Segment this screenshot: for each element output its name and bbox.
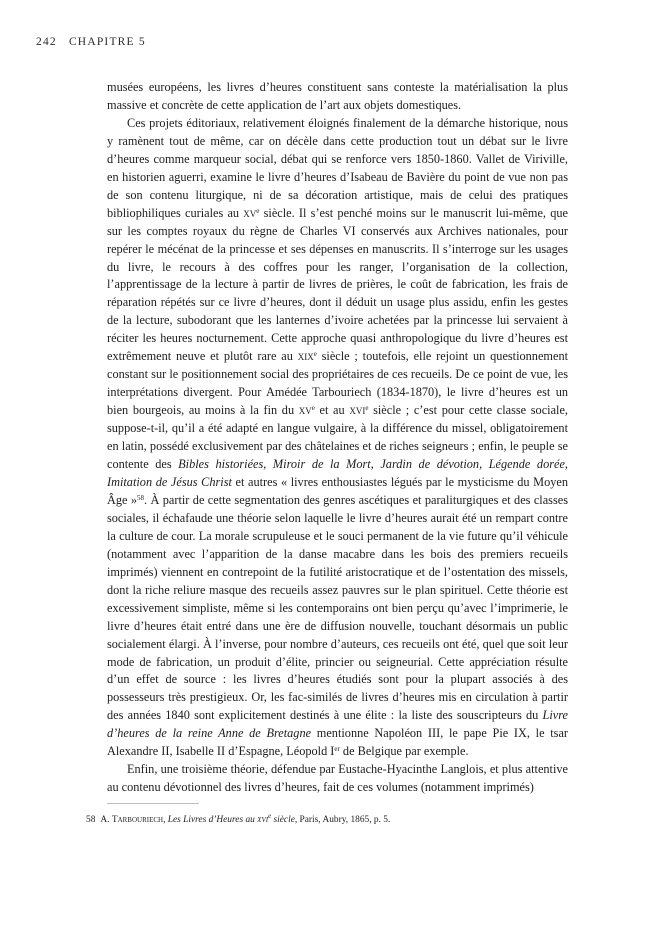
text-run: 58: [137, 493, 145, 502]
paragraph: [107, 761, 568, 797]
text-run: Tarbouriech: [111, 815, 164, 825]
text-run: Les Livres d’Heures au: [167, 815, 258, 825]
text-run: A.: [100, 815, 112, 825]
text-run: siècle ; c’est pour cette classe sociale, suppose-t-il, qu’il a été adapté en langue vulgaire, à la différence du missel, obligatoirement en latin, possédé exclusivement par des châtelaines et de riches seigneurs ; enfin, le peuple se contente des: [107, 403, 568, 472]
footnote-number: 58: [86, 815, 96, 825]
text-run: , Paris, Aubry, 1865, p. 5.: [294, 815, 391, 825]
text-run: siècle ; toutefois, elle rejoint un questionnement constant sur le positionnement social des propriétaires de ces recueils. De ce point de vue, les interprétations divergent. Pour Amédée Tarbouriech (1834-1870), le livre d’heures est un bien bourgeois, au moins à la fin du: [107, 349, 569, 418]
text-run: Enfin, une troisième théorie, défendue par Eustache-Hyacinthe Langlois, et plus attentive au contenu dévotionnel des livres d’heures, fait de ces volumes (notamment imprimés): [107, 762, 568, 795]
text-run: et autres « livres enthousiastes légués par le mysticisme du Moyen Âge »: [107, 474, 568, 507]
text-run: xvi: [349, 403, 366, 418]
text-run: e: [256, 206, 260, 215]
chapter-title: CHAPITRE 5: [68, 36, 146, 48]
text-run: er: [334, 745, 340, 754]
text-run: xvi: [257, 815, 269, 825]
text-run: . À partir de cette segmentation des genres ascétiques et paraliturgiques et des classes sociales, il échafaude une théorie selon laquelle le livre d’heures aurait été un rempart contre la culture de cour. La morale scrupuleuse et le souci permanent de la vie future qu’il véhicule (notamment avec l’apparition de la danse macabre dans les bois des premiers recueils imprimés) viennent en contrepoint de la futilité aristocratique et de l’ostentation des missels, dont la riche reliure masque des recueils assez pauvres sur le plan spirituel. Cette théorie est excessivement simpliste, même si les contemporains ont bien perçu qu’avec l’imprimerie, le livre d’heures était entré dans une ère de diffusion nouvelle, touchant désormais un public socialement élargi. À l’inverse, pour nombre d’auteurs, ces recueils ont été, quel que soit leur mode de fabrication, un produit d’élite, princier ou seigneurial. Cette appréciation résulte d’un effet de source : les livres d’heures étudiés sont pour la plupart associés à des possesseurs très prestigieux. Or, les fac-similés de livres d’heures mis en circulation à partir des années 1840 sont explicitement destinés à une élite : la liste des souscripteurs du: [107, 492, 568, 723]
text-run: musées européens, les livres d’heures constituent sans conteste la matérialisation la plus massive et concrète de cette application de l’art aux objets domestiques.: [107, 80, 568, 112]
footnote: [86, 814, 576, 826]
text-run: xix: [297, 349, 314, 364]
text-run: e: [311, 404, 315, 413]
text-run: e: [365, 404, 369, 413]
running-head: [36, 36, 146, 48]
body-text: [107, 79, 568, 797]
text-run: et au: [314, 403, 350, 418]
text-run: xv: [243, 205, 257, 220]
text-run: de Belgique par exemple.: [339, 744, 469, 759]
text-run: e: [313, 350, 317, 359]
footnote-separator: [107, 803, 199, 804]
text-run: siècle: [271, 815, 295, 825]
paragraph: [107, 115, 568, 761]
text-run: mentionne Napoléon III, le pape Pie IX, le tsar Alexandre II, Isabelle II d’Espagne, Léopold I: [107, 726, 568, 759]
page-number: 242: [36, 36, 57, 48]
text-run: xv: [298, 403, 312, 418]
footnote-text: [100, 812, 391, 825]
text-run: Ces projets éditoriaux, relativement éloignés finalement de la démarche historique, nous y ramènent tout de même, car on décèle dans cette production tout un débat sur le livre d’heures comme marqueur social, débat qui se renforce vers 1850-1860. Vallet de Viriville, en historien aguerri, examine le livre d’heures d’Isabeau de Bavière du point de vue non pas de son contenu liturgique, ni de sa décoration artistique, mais de celui des pratiques bibliophiliques curiales au: [107, 115, 568, 220]
text-run: ,: [163, 815, 168, 825]
text-run: Bibles historiées, Miroir de la Mort, Jardin de dévotion, Légende dorée, Imitation de Jésus Christ: [107, 457, 568, 489]
text-run: Livre d’heures de la reine Anne de Bretagne: [107, 708, 568, 741]
paragraph: [107, 79, 568, 115]
text-run: e: [268, 812, 272, 820]
text-run: siècle. Il s’est penché moins sur le manuscrit lui-même, que sur les comptes royaux du règne de Charles VI conservés aux Archives nationales, pour repérer le mécénat de la princesse et ses dépenses en manuscrits. Il s’interroge sur les usages du livre, le recours à des coffres pour les ranger, l’organisation de la collection, l’apprentissage de la lecture à partir de livres de prières, le coût de fabrication, les frais de réparation répétés sur ce livre d’heures, dont il déduit un usage plus assidu, enfin les gestes de la lecture, subodorant que les lanternes d’ivoire achetées par la princesse lui servaient à réciter les heures nocturnement. Cette approche quasi anthropologique du livre d’heures est extrêmement neuve et plutôt rare au: [107, 205, 568, 364]
